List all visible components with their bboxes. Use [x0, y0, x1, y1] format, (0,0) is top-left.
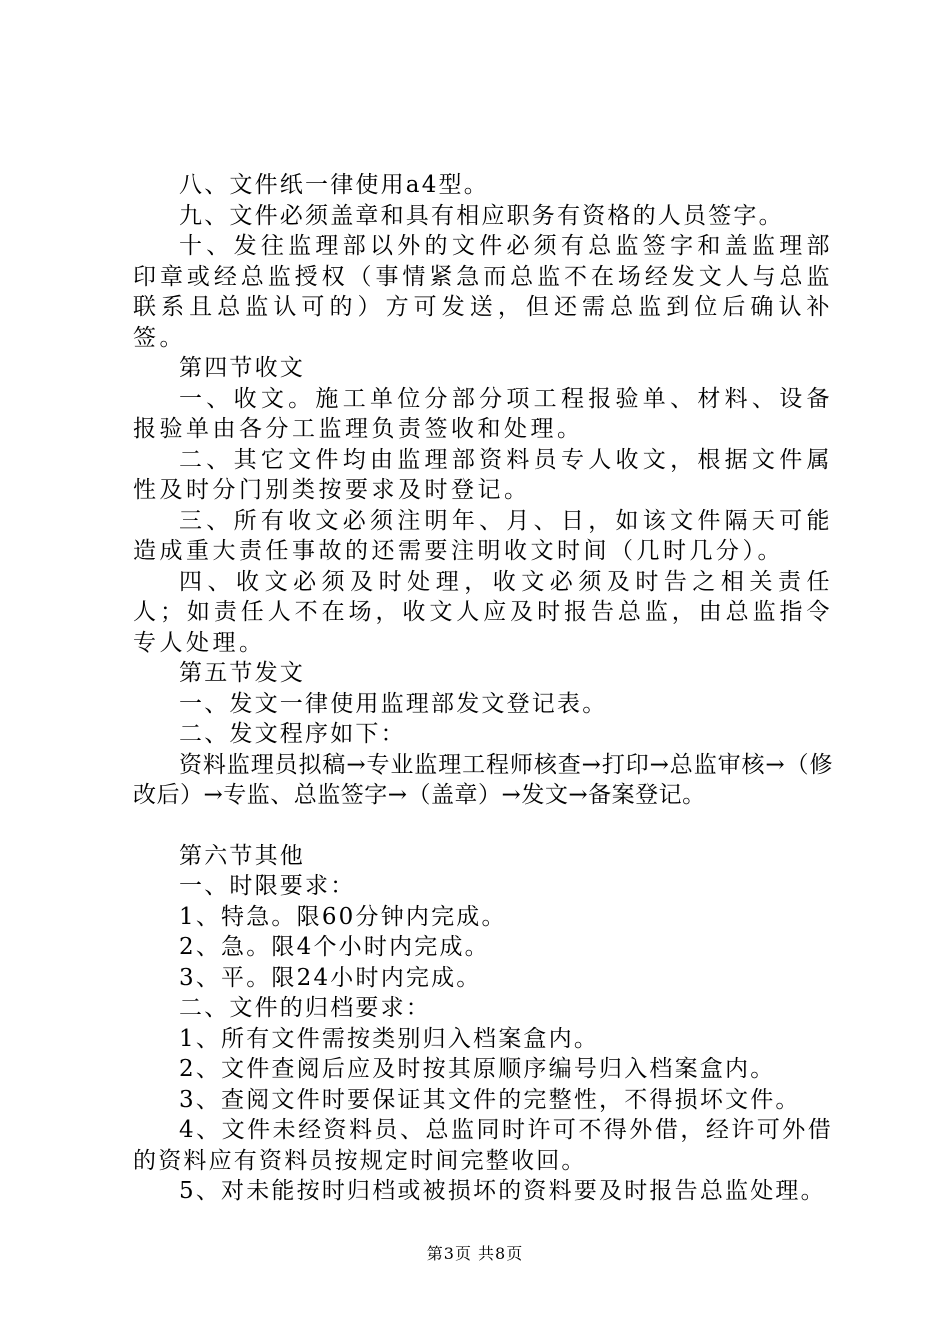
- paragraph-archive-2: 2、文件查阅后应及时按其原顺序编号归入档案盒内。: [179, 1056, 776, 1082]
- paragraph-receiving-1: 一、收文。施工单位分部分项工程报验单、材料、设备报验单由各分工监理负责签收和处理。: [133, 385, 833, 442]
- section-heading-receiving: 第四节收文: [179, 355, 305, 381]
- paragraph-time-limits: 一、时限要求：: [179, 873, 356, 899]
- paragraph-receiving-4: 四、收文必须及时处理，收文必须及时告之相关责任人；如责任人不在场，收文人应及时报告总监，由总监指令专人处理。: [133, 568, 833, 656]
- paragraph-item-9: 九、文件必须盖章和具有相应职务有资格的人员签字。: [179, 202, 784, 229]
- paragraph-item-10: 十、发往监理部以外的文件必须有总监签字和盖监理部印章或经总监授权（事情紧急而总监不在场经发文人与总监联系且总监认可的）方可发送，但还需总监到位后确认补签。: [133, 233, 833, 351]
- paragraph-receiving-2: 二、其它文件均由监理部资料员专人收文，根据文件属性及时分门别类按要求及时登记。: [133, 446, 833, 503]
- paragraph-sending-1: 一、发文一律使用监理部发文登记表。: [179, 690, 608, 717]
- section-heading-sending: 第五节发文: [179, 660, 305, 686]
- section-heading-other: 第六节其他: [179, 842, 305, 869]
- page-number-footer: 第3页 共8页: [426, 1244, 524, 1263]
- paragraph-item-8: 八、文件纸一律使用a4型。: [179, 172, 489, 198]
- paragraph-receiving-3: 三、所有收文必须注明年、月、日，如该文件隔天可能造成重大责任事故的还需要注明收文时间（几时几分）。: [133, 507, 833, 564]
- paragraph-archive-4: 4、文件未经资料员、总监同时许可不得外借，经许可外借的资料应有资料员按规定时间完整收回。: [133, 1117, 833, 1174]
- paragraph-time-limit-3: 3、平。限24小时内完成。: [179, 964, 482, 991]
- paragraph-sending-2: 二、发文程序如下：: [179, 721, 406, 747]
- paragraph-archive-requirements: 二、文件的归档要求：: [179, 995, 431, 1021]
- paragraph-archive-1: 1、所有文件需按类别归入档案盒内。: [179, 1025, 600, 1052]
- paragraph-time-limit-1: 1、特急。限60分钟内完成。: [179, 903, 507, 930]
- paragraph-archive-3: 3、查阅文件时要保证其文件的完整性，不得损坏文件。: [179, 1086, 801, 1113]
- paragraph-sending-procedure: 资料监理员拟稿→专业监理工程师核查→打印→总监审核→（修改后）→专监、总监签字→（盖章）→发文→备案登记。: [133, 751, 833, 808]
- blank-line: [133, 811, 833, 841]
- document-body: [133, 170, 833, 1207]
- paragraph-time-limit-2: 2、急。限4个小时内完成。: [179, 934, 490, 960]
- paragraph-archive-5: 5、对未能按时归档或被损坏的资料要及时报告总监处理。: [179, 1178, 826, 1204]
